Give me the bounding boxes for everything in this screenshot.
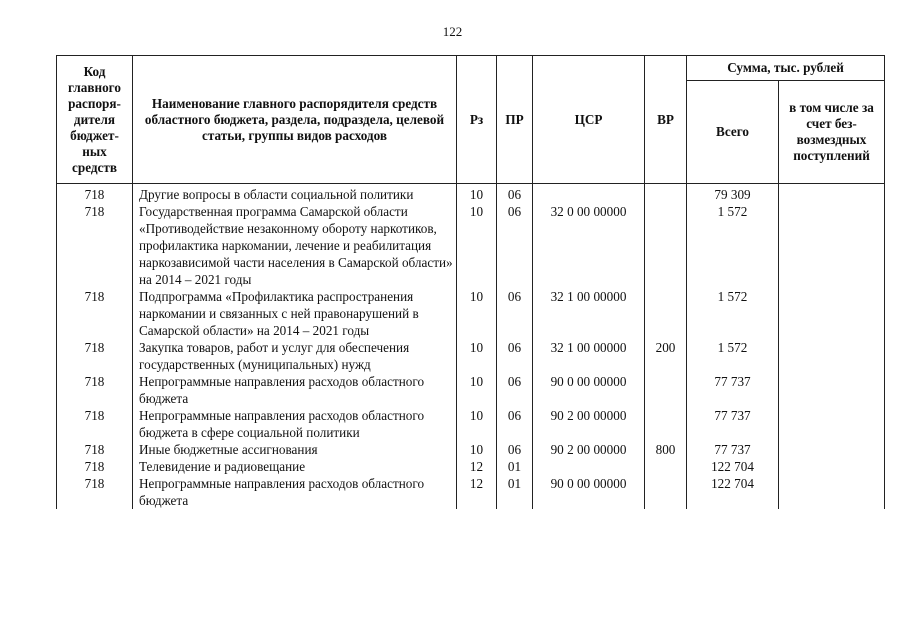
cell-vr bbox=[645, 184, 687, 204]
cell-csr bbox=[533, 184, 645, 204]
cell-vr bbox=[645, 407, 687, 441]
cell-total: 1 572 bbox=[687, 339, 779, 373]
table-row bbox=[57, 458, 885, 475]
cell-code: 718 bbox=[57, 373, 133, 407]
cell-total: 77 737 bbox=[687, 373, 779, 407]
header-total: Всего bbox=[687, 81, 779, 184]
cell-pr: 06 bbox=[497, 441, 533, 458]
cell-free bbox=[779, 203, 885, 288]
cell-free bbox=[779, 475, 885, 509]
table-row bbox=[57, 407, 885, 441]
cell-free bbox=[779, 458, 885, 475]
cell-rz: 10 bbox=[457, 441, 497, 458]
cell-total: 77 737 bbox=[687, 407, 779, 441]
cell-rz: 12 bbox=[457, 475, 497, 509]
cell-total: 79 309 bbox=[687, 184, 779, 204]
cell-vr bbox=[645, 458, 687, 475]
cell-free bbox=[779, 288, 885, 339]
cell-csr: 32 1 00 00000 bbox=[533, 288, 645, 339]
cell-name: Непрограммные направления расходов областного бюджета в сфере социальной политики bbox=[133, 407, 457, 441]
cell-name: Государственная программа Самарской области «Противодействие незаконному обороту наркотиков, профилактика наркомании, лечение и реабилитация наркозависимой части населения в Самарской области» на 2014 – 2021 годы bbox=[133, 203, 457, 288]
cell-free bbox=[779, 407, 885, 441]
cell-csr: 90 0 00 00000 bbox=[533, 475, 645, 509]
table-row bbox=[57, 184, 885, 204]
cell-total: 122 704 bbox=[687, 458, 779, 475]
cell-total: 1 572 bbox=[687, 203, 779, 288]
cell-pr: 06 bbox=[497, 288, 533, 339]
cell-code: 718 bbox=[57, 288, 133, 339]
cell-csr: 90 2 00 00000 bbox=[533, 441, 645, 458]
cell-name: Телевидение и радиовещание bbox=[133, 458, 457, 475]
table-row bbox=[57, 441, 885, 458]
cell-name: Непрограммные направления расходов областного бюджета bbox=[133, 475, 457, 509]
cell-name: Иные бюджетные ассигнования bbox=[133, 441, 457, 458]
header-free: в том числе за счет без-возмездных поступлений bbox=[779, 81, 885, 184]
cell-code: 718 bbox=[57, 184, 133, 204]
cell-vr bbox=[645, 288, 687, 339]
header-rz: Рз bbox=[457, 56, 497, 184]
header-csr: ЦСР bbox=[533, 56, 645, 184]
cell-vr bbox=[645, 373, 687, 407]
cell-free bbox=[779, 184, 885, 204]
budget-table bbox=[56, 55, 885, 509]
cell-rz: 10 bbox=[457, 288, 497, 339]
cell-vr: 200 bbox=[645, 339, 687, 373]
table-header bbox=[57, 56, 885, 184]
cell-pr: 01 bbox=[497, 475, 533, 509]
cell-name: Закупка товаров, работ и услуг для обеспечения государственных (муниципальных) нужд bbox=[133, 339, 457, 373]
header-name: Наименование главного распорядителя средств областного бюджета, раздела, подраздела, целевой статьи, группы видов расходов bbox=[133, 56, 457, 184]
cell-pr: 06 bbox=[497, 373, 533, 407]
table-row bbox=[57, 339, 885, 373]
cell-pr: 06 bbox=[497, 184, 533, 204]
cell-pr: 06 bbox=[497, 407, 533, 441]
cell-total: 1 572 bbox=[687, 288, 779, 339]
cell-rz: 12 bbox=[457, 458, 497, 475]
cell-rz: 10 bbox=[457, 184, 497, 204]
cell-code: 718 bbox=[57, 475, 133, 509]
cell-free bbox=[779, 373, 885, 407]
cell-name: Другие вопросы в области социальной политики bbox=[133, 184, 457, 204]
table-row bbox=[57, 203, 885, 288]
cell-code: 718 bbox=[57, 458, 133, 475]
cell-name: Подпрограмма «Профилактика распространения наркомании и связанных с ней правонарушений в Самарской области» на 2014 – 2021 годы bbox=[133, 288, 457, 339]
table-body bbox=[57, 184, 885, 510]
cell-pr: 06 bbox=[497, 339, 533, 373]
cell-code: 718 bbox=[57, 441, 133, 458]
cell-rz: 10 bbox=[457, 407, 497, 441]
cell-free bbox=[779, 441, 885, 458]
cell-free bbox=[779, 339, 885, 373]
cell-code: 718 bbox=[57, 407, 133, 441]
table-row bbox=[57, 475, 885, 509]
cell-code: 718 bbox=[57, 339, 133, 373]
cell-total: 122 704 bbox=[687, 475, 779, 509]
cell-csr: 90 2 00 00000 bbox=[533, 407, 645, 441]
cell-code: 718 bbox=[57, 203, 133, 288]
header-sum-group: Сумма, тыс. рублей bbox=[687, 56, 885, 81]
cell-vr bbox=[645, 203, 687, 288]
cell-csr: 90 0 00 00000 bbox=[533, 373, 645, 407]
header-pr: ПР bbox=[497, 56, 533, 184]
cell-pr: 06 bbox=[497, 203, 533, 288]
cell-csr: 32 0 00 00000 bbox=[533, 203, 645, 288]
table-row bbox=[57, 373, 885, 407]
cell-csr: 32 1 00 00000 bbox=[533, 339, 645, 373]
cell-total: 77 737 bbox=[687, 441, 779, 458]
cell-rz: 10 bbox=[457, 203, 497, 288]
table-row bbox=[57, 288, 885, 339]
cell-rz: 10 bbox=[457, 373, 497, 407]
cell-pr: 01 bbox=[497, 458, 533, 475]
page-number: 122 bbox=[442, 24, 463, 39]
cell-vr bbox=[645, 475, 687, 509]
header-code: Код главного распоря-дителя бюджет-ных средств bbox=[57, 56, 133, 184]
cell-csr bbox=[533, 458, 645, 475]
cell-vr: 800 bbox=[645, 441, 687, 458]
header-vr: ВР bbox=[645, 56, 687, 184]
cell-rz: 10 bbox=[457, 339, 497, 373]
cell-name: Непрограммные направления расходов областного бюджета bbox=[133, 373, 457, 407]
